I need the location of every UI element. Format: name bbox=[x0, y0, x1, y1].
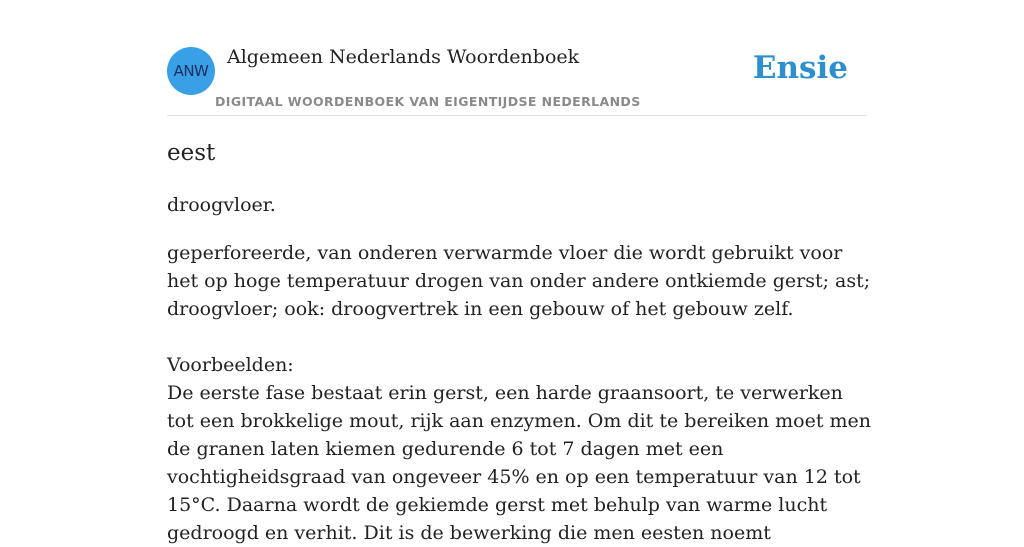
example-text: De eerste fase bestaat erin gerst, een harde graansoort, te verwerken tot een brokkelige mout, rijk aan enzymen. Om dit te bereiken moet men de granen laten kiemen gedurende 6 tot 7 dagen met een vochtigheidsgraad van ongeveer 45% en op een temperatuur van 12 tot 15°C. Daarna wordt de gekiemde gerst met behulp van warme lucht gedroogd en verhit. Dit is de bewerking die men eesten noemt bbox=[167, 382, 871, 544]
site-title[interactable]: Algemeen Nederlands Woordenboek bbox=[227, 46, 580, 68]
entry-content bbox=[167, 239, 872, 547]
examples-label: Voorbeelden: bbox=[167, 354, 294, 376]
entry-lemma: eest bbox=[167, 140, 216, 166]
anw-logo[interactable] bbox=[167, 47, 215, 95]
logo-text: ANW bbox=[173, 62, 209, 80]
ensie-brand-link[interactable]: Ensie bbox=[752, 50, 848, 86]
header-divider bbox=[167, 115, 867, 116]
paragraph-gap bbox=[167, 323, 872, 351]
definition-text: geperforeerde, van onderen verwarmde vloer die wordt gebruikt voor het op hoge temperatuur drogen van onder andere ontkiemde gerst; ast; droogvloer; ook: droogvertrek in een gebouw of het gebouw zelf. bbox=[167, 242, 871, 320]
site-header bbox=[167, 46, 867, 116]
site-subtitle: DIGITAAL WOORDENBOEK VAN EIGENTIJDSE NEDERLANDS bbox=[215, 94, 641, 109]
short-definition: droogvloer. bbox=[167, 194, 276, 216]
